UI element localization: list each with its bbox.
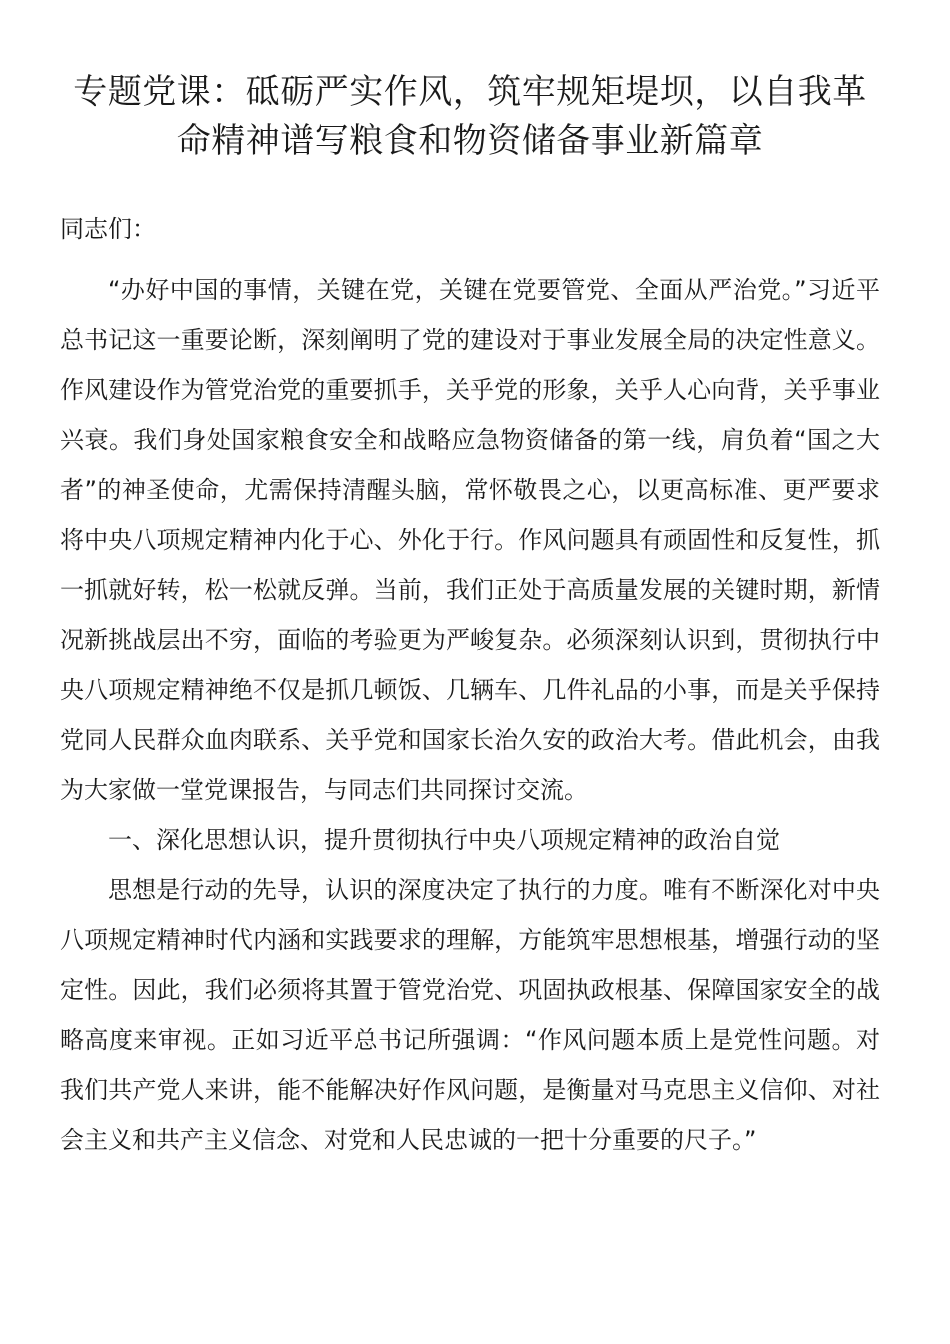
document-title: 专题党课：砥砺严实作风，筑牢规矩堤坝，以自我革命精神谱写粮食和物资储备事业新篇章 (73, 72, 867, 161)
salutation: 同志们： (60, 215, 156, 243)
section-heading: 一、深化思想认识，提升贯彻执行中央八项规定精神的政治自觉 (108, 826, 780, 854)
intro-paragraph: “办好中国的事情，关键在党，关键在党要管党、全面从严治党。”习近平总书记这一重要论断，深刻阐明了党的建设对于事业发展全局的决定性意义。作风建设作为管党治党的重要抓手，关乎党的形象，关乎人心向背，关乎事业兴衰。我们身处国家粮食安全和战略应急物资储备的第一线，肩负着“国之大者”的神圣使命，尤需保持清醒头脑，常怀敬畏之心，以更高标准、更严要求将中央八项规定精神内化于心、外化于行。作风问题具有顽固性和反复性，抓一抓就好转，松一松就反弹。当前，我们正处于高质量发展的关键时期，新情况新挑战层出不穷，面临的考验更为严峻复杂。必须深刻认识到，贯彻执行中央八项规定精神绝不仅是抓几顿饭、几辆车、几件礼品的小事，而是关乎保持党同人民群众血肉联系、关乎党和国家长治久安的政治大考。借此机会，由我为大家做一堂党课报告，与同志们共同探讨交流。 (60, 276, 880, 804)
section-paragraph: 思想是行动的先导，认识的深度决定了执行的力度。唯有不断深化对中央八项规定精神时代内涵和实践要求的理解，方能筑牢思想根基，增强行动的坚定性。因此，我们必须将其置于管党治党、巩固执政根基、保障国家安全的战略高度来审视。正如习近平总书记所强调：“作风问题本质上是党性问题。对我们共产党人来讲，能不能解决好作风问题，是衡量对马克思主义信仰、对社会主义和共产主义信念、对党和人民忠诚的一把十分重要的尺子。” (60, 876, 880, 1154)
